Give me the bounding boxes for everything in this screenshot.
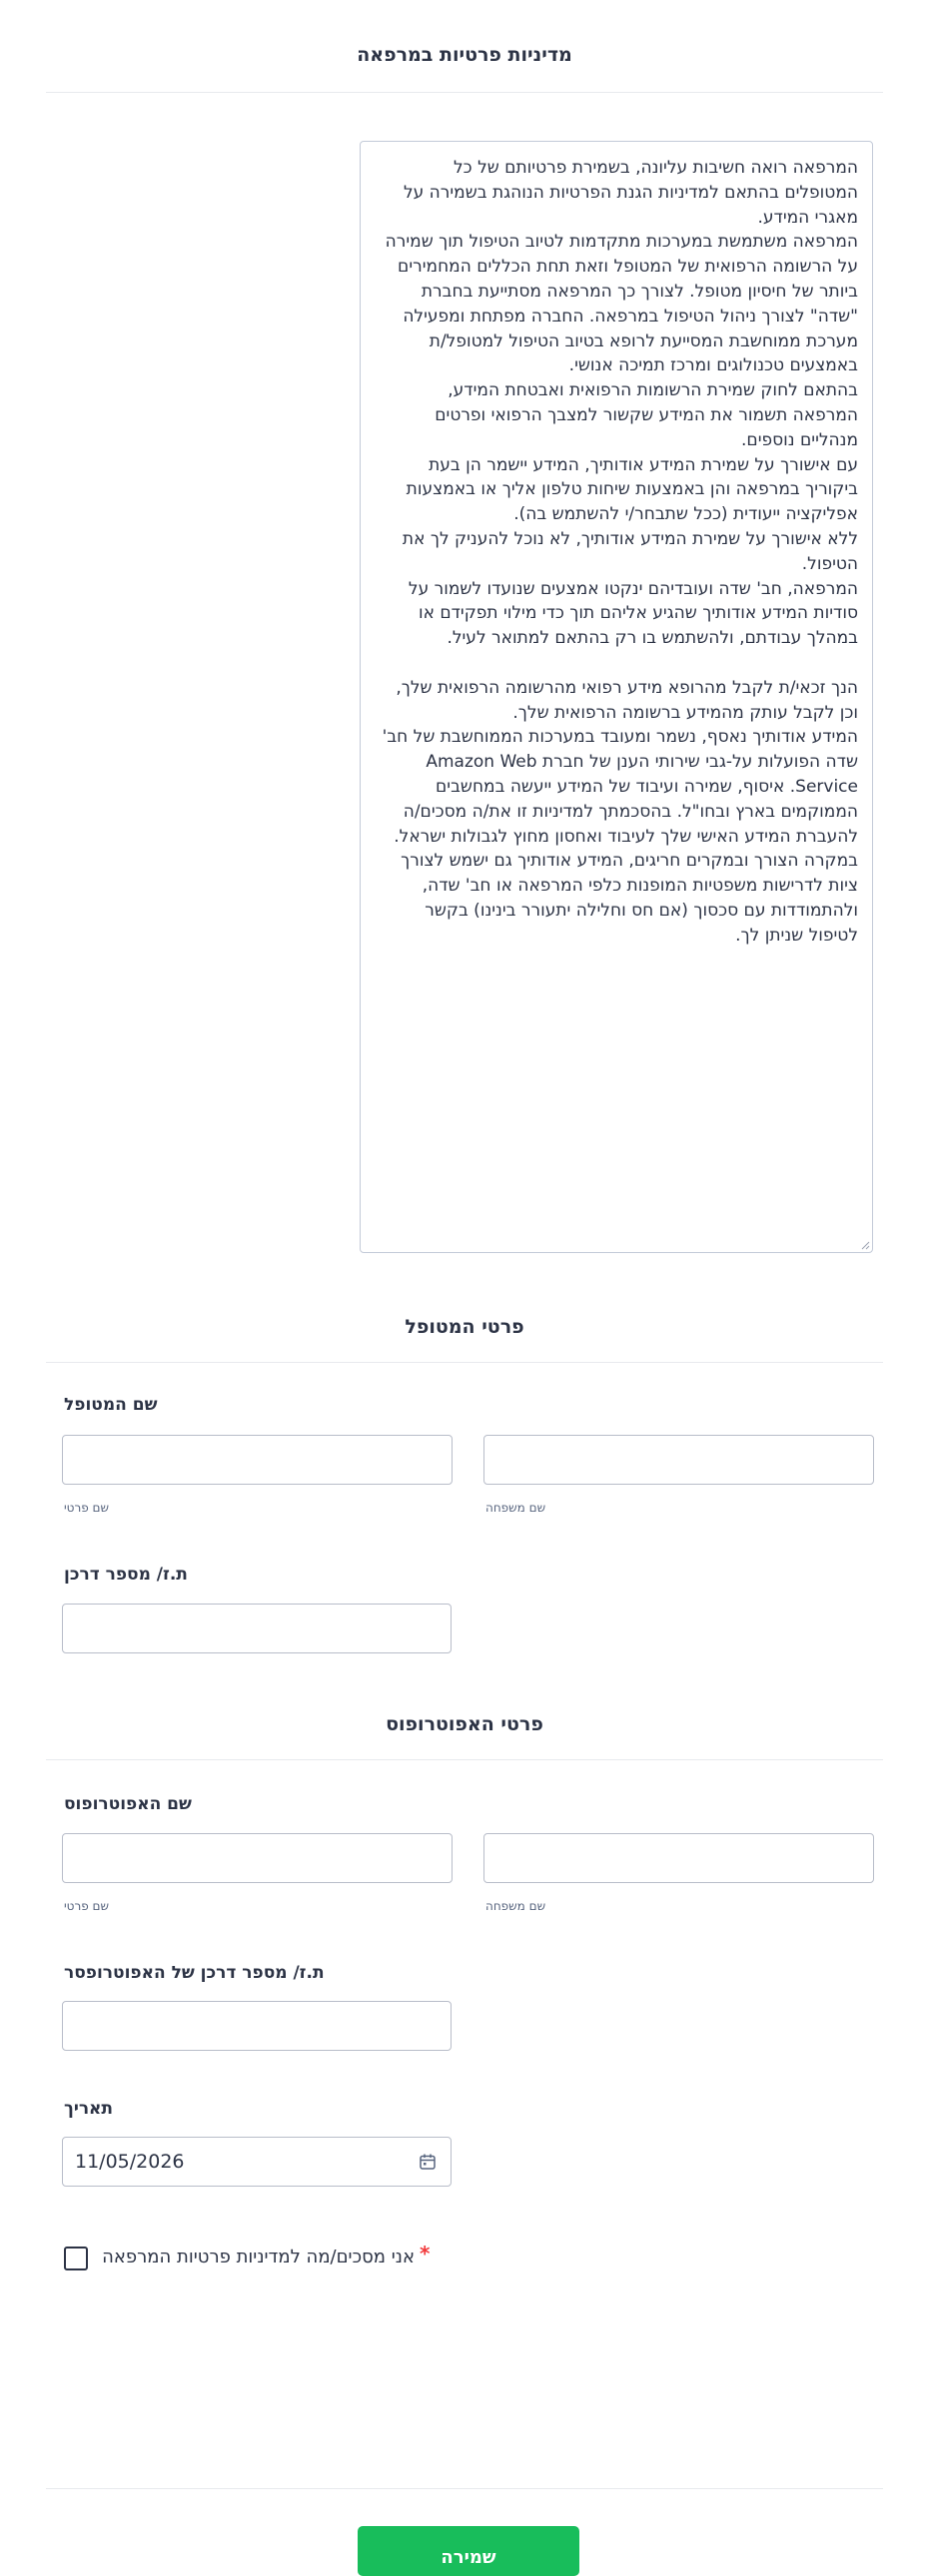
guardian-first-name-sublabel: שם פרטי bbox=[64, 1899, 110, 1913]
section-divider bbox=[46, 1362, 883, 1363]
footer-divider bbox=[46, 2488, 883, 2489]
section-divider bbox=[46, 92, 883, 93]
patient-last-name-input[interactable] bbox=[483, 1435, 874, 1485]
consent-label[interactable]: אני מסכים/מה למדיניות פרטיות המרפאה bbox=[102, 2247, 415, 2267]
guardian-id-input[interactable] bbox=[62, 2001, 452, 2051]
patient-name-label: שם המטופל bbox=[64, 1395, 158, 1415]
guardian-first-name-input[interactable] bbox=[62, 1833, 453, 1883]
patient-id-input[interactable] bbox=[62, 1604, 452, 1653]
patient-section-title: פרטי המטופל bbox=[405, 1316, 524, 1338]
required-asterisk: * bbox=[420, 2242, 431, 2265]
privacy-policy-textarea[interactable]: המרפאה רואה חשיבות עליונה, בשמירת פרטיותם של כל המטופלים בהתאם למדיניות הגנת הפרטיות הנוהגת בשמירה על מאגרי המידע. המרפאה משתמשת במערכות מתקדמות לטיוב הטיפול תוך שמירה על הרשומה הרפואית של המטופל וזאת תחת הכללים המחמירים ביותר של חיסיון מטופל. לצורך כך המרפאה מסתייעת בחברת "שדה" לצורך ניהול הטיפול במרפאה. החברה מפתחת ומפעילה מערכת ממוחשבת המסייעת לרופא בטיוב הטיפול למטופל/ת באמצעים טכנולוגים ומרכז תמיכה אנושי. בהתאם לחוק שמירת הרשומות הרפואית ואבטחת המידע, המרפאה תשמור את המידע שקשור למצבך הרפואי ופרטים מנהליים נוספים. עם אישורך על שמירת המידע אודותיך, המידע יישמר הן בעת ביקוריך במרפאה והן באמצעות שיחות טלפון אליך או באמצעות אפליקציה ייעודית (ככל שתבחר/י להשתמש בה). ללא אישורך על שמירת המידע אודותיך, לא נוכל להעניק לך את הטיפול. המרפאה, חב' שדה ועובדיהם ינקטו אמצעים שנועדו לשמור על סודיות המידע אודותיך שהגיע אליהם תוך כדי מילוי תפקידם או במהלך עבודתם, ולהשתמש בו רק בהתאם למתואר לעיל. הנך זכאי/ת לקבל מהרופא מידע רפואי מהרשומה הרפואית שלך, וכן לקבל עותק מהמידע ברשומה הרפואית שלך. המידע אודותיך נאסף, נשמר ומעובד במערכות הממוחשבת של חב' שדה הפועלות על-גבי שירותי הענן של חברת Amazon Web Service. איסוף, שמירה ועיבוד של המידע ייעשה במחשבים הממוקמים בארץ ובחו"ל. בהסכמתך למדיניות זו את/ה מסכים/ה להעברת המידע האישי שלך לעיבוד ואחסון מחוץ לגבולות ישראל. במקרה הצורך ובמקרים חריגים, המידע אודותיך גם ישמש לצורך ציות לדרישות משפטיות המופנות כלפי המרפאה או חב' שדה, ולהתמודדות עם סכסוך (אם חס וחלילה יתעורר בינינו) בקשר לטיפול שניתן לך. bbox=[360, 141, 873, 1253]
calendar-icon[interactable] bbox=[419, 2153, 437, 2171]
privacy-section-title: מדיניות פרטיות במרפאה bbox=[357, 44, 572, 66]
guardian-section-title: פרטי האפוטרופוס bbox=[386, 1713, 543, 1735]
resize-handle-icon[interactable] bbox=[861, 1241, 870, 1250]
patient-id-label: ת.ז/ מספר דרכן bbox=[64, 1565, 188, 1585]
patient-first-name-input[interactable] bbox=[62, 1435, 453, 1485]
patient-first-name-sublabel: שם פרטי bbox=[64, 1501, 110, 1515]
guardian-name-label: שם האפוטרופוס bbox=[64, 1794, 192, 1814]
guardian-last-name-sublabel: שם משפחה bbox=[485, 1899, 546, 1913]
date-label: תאריך bbox=[64, 2099, 114, 2119]
guardian-id-label: ת.ז/ מספר דרכן של האפוטרופסר bbox=[64, 1963, 325, 1983]
date-value: 11/05/2026 bbox=[75, 2151, 185, 2173]
consent-checkbox[interactable] bbox=[64, 2247, 88, 2270]
section-divider bbox=[46, 1759, 883, 1760]
submit-button[interactable]: שמירה bbox=[358, 2526, 579, 2576]
guardian-last-name-input[interactable] bbox=[483, 1833, 874, 1883]
patient-last-name-sublabel: שם משפחה bbox=[485, 1501, 546, 1515]
